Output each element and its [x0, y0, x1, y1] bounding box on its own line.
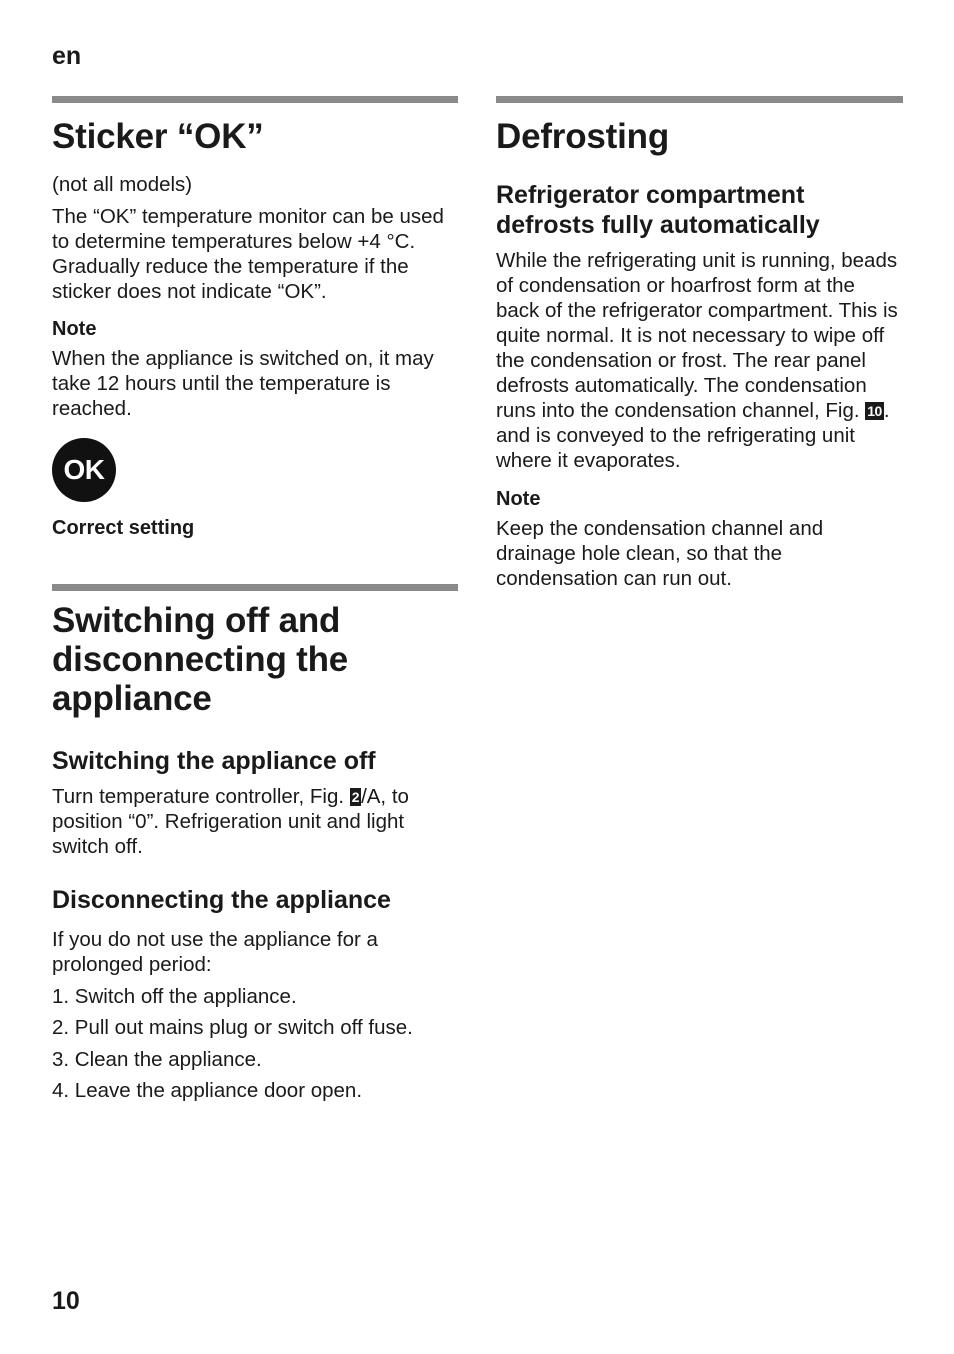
disconnecting-steps [52, 984, 458, 1104]
sticker-body: The “OK” temperature monitor can be used to determine temperatures below +4 °C. Gradually reduce the temperature if the sticker does not indicate “OK”. [52, 205, 444, 303]
right-column [496, 96, 903, 591]
switching-title: Switching off and disconnecting the appliance [52, 601, 349, 718]
defrosting-note-text: Keep the condensation channel and drainage hole clean, so that the condensation can run out. [496, 517, 824, 590]
switching-off-heading: Switching the appliance off [52, 747, 376, 775]
list-item: 2. Pull out mains plug or switch off fuse. [52, 1016, 413, 1039]
switching-off-text: Turn temperature controller, Fig. 2/A, to position “0”. Refrigeration unit and light switch off. [52, 785, 409, 858]
disconnecting-heading: Disconnecting the appliance [52, 886, 391, 914]
defrosting-body: While the refrigerating unit is running, beads of condensation or hoarfrost form at the back of the refrigerator compartment. This is quite normal. It is not necessary to wipe off the condensation or frost. The rear panel defrosts automatically. The condensation runs into the condensation channel, Fig. 10. and is conveyed to the refrigerating unit where it evaporates. [496, 249, 898, 472]
disconnecting-intro: If you do not use the appliance for a prolonged period: [52, 928, 378, 976]
sticker-note-label: Note [52, 318, 97, 340]
figure-reference-icon: 2 [351, 789, 360, 805]
list-item: 3. Clean the appliance. [52, 1047, 262, 1071]
section-rule [52, 584, 458, 591]
sticker-note-text: When the appliance is switched on, it may take 12 hours until the temperature is reached. [52, 347, 434, 420]
section-rule [52, 96, 458, 103]
sticker-caption: Correct setting [52, 517, 195, 539]
ok-sticker-icon: OK [52, 438, 116, 502]
defrosting-subheading: Refrigerator compartment defrosts fully automatically [496, 181, 820, 239]
defrosting-note-label: Note [496, 488, 541, 510]
section-rule [496, 96, 903, 103]
defrosting-title: Defrosting [496, 117, 670, 156]
sticker-title: Sticker “OK” [52, 117, 264, 156]
list-item: 4. Leave the appliance door open. [52, 1079, 363, 1102]
figure-reference-icon: 10 [867, 403, 882, 419]
language-code: en [52, 42, 82, 70]
list-item: 1. Switch off the appliance. [52, 984, 297, 1008]
sticker-subtitle: (not all models) [52, 173, 193, 196]
page-number: 10 [52, 1287, 80, 1315]
left-column [52, 96, 458, 1110]
